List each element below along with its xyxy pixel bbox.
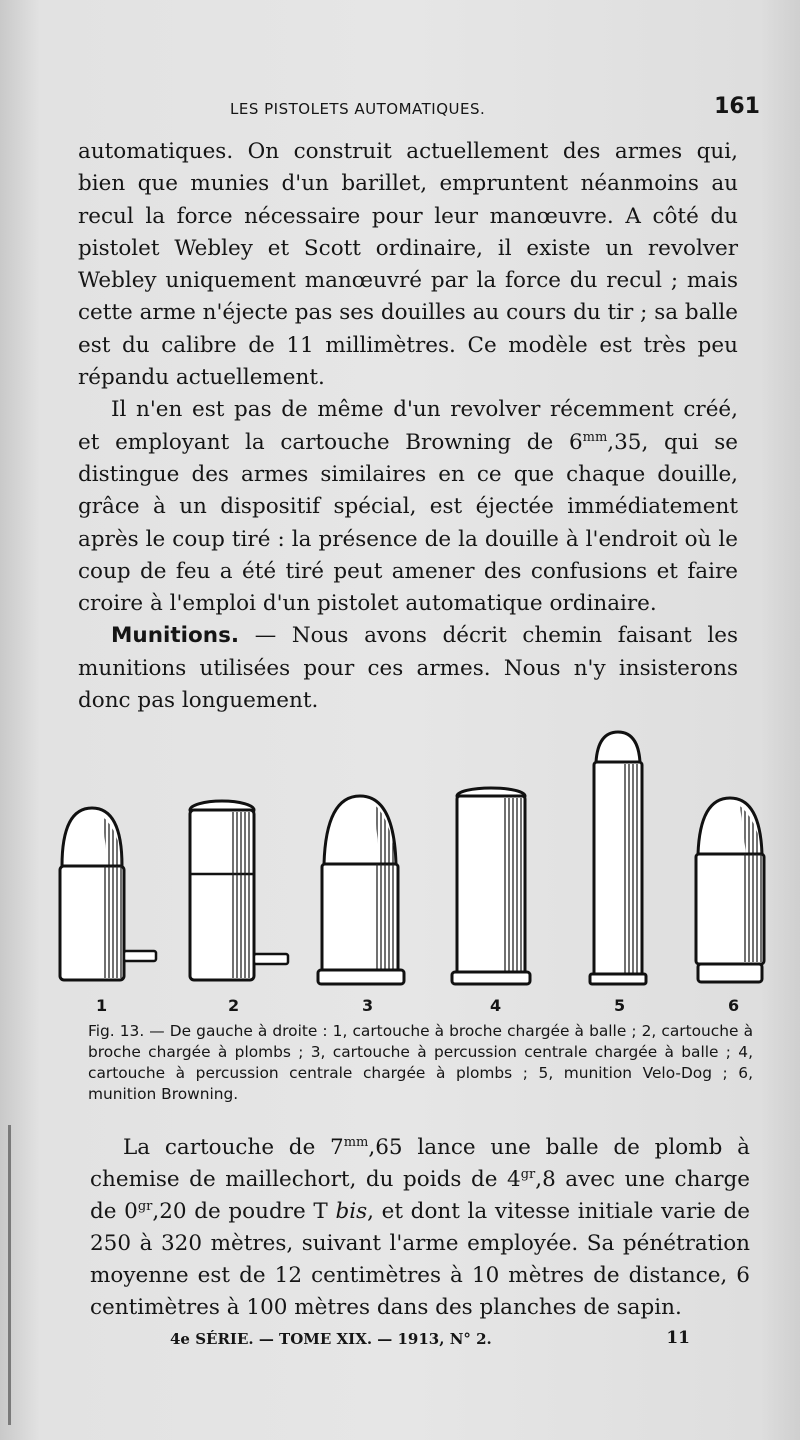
- signature-line: 4e SÉRIE. — TOME XIX. — 1913, N° 2.: [170, 1330, 492, 1348]
- p4-part-4: ,20 de poudre T: [152, 1199, 336, 1224]
- unit-gr-2: gr: [137, 1198, 153, 1214]
- section-lead-munitions: Munitions.: [111, 623, 240, 649]
- cartridge-2-pinfire-shot: [190, 801, 288, 980]
- figure-number-5: 5: [614, 996, 626, 1015]
- cartridge-5-velo-dog: [590, 732, 646, 984]
- p4-part-5: , et dont la vitesse initiale varie de 250 à 320 mètres, suivant l'arme employée. Sa pénétration moyenne est de 12 centimètres à 10 mètres de distance, 6 centimètres à 100 mètres dans des planches de sapin.: [90, 1199, 750, 1320]
- body-text-upper: [78, 136, 738, 717]
- cartridges-illustration: [40, 726, 780, 992]
- figure-number-3: 3: [362, 996, 374, 1015]
- paragraph-revolver-text-a: Il n'en est pas de même d'un revolver récemment créé, et employant la cartouche Browning de 6: [78, 397, 738, 455]
- cartridge-4-centerfire-shot: [452, 788, 530, 984]
- sheet-number: 11: [666, 1328, 690, 1348]
- unit-mm: mm: [582, 429, 608, 445]
- paragraph-revolver-text-b: ,35, qui se distingue des armes similaires en ce que chaque douille, grâce à un dispositif spécial, est éjectée immédiatement après le coup tiré : la présence de la douille à l'endroit où le coup de feu a été tiré peut amener des confusions et faire croire à l'emploi d'un pistolet automatique ordinaire.: [78, 429, 738, 617]
- figure-label: Fig. 13.: [88, 1022, 145, 1040]
- paragraph-continuation: automatiques. On construit actuellement des armes qui, bien que munies d'un barillet, empruntent néanmoins au recul la force nécessaire pour leur manœuvre. A côté du pistolet Webley et Scott ordinaire, il existe un revolver Webley uniquement manœuvré par la force du recul ; mais cette arme n'éjecte pas ses douilles au cours du tir ; sa balle est du calibre de 11 millimètres. Ce modèle est très peu répandu actuellement.: [78, 139, 738, 391]
- running-title: LES PISTOLETS AUTOMATIQUES.: [230, 100, 486, 118]
- figure-caption: [88, 1021, 753, 1105]
- unit-mm-2: mm: [343, 1134, 369, 1150]
- cartridge-1-pinfire-ball: [60, 808, 156, 980]
- figure-numbers: [0, 996, 800, 1018]
- figure-caption-text: — De gauche à droite : 1, cartouche à broche chargée à balle ; 2, cartouche à broche chargée à plombs ; 3, cartouche à percussion centrale chargée à balle ; 4, cartouche à percussion centrale chargée à plombs ; 5, munition Velo-Dog ; 6, munition Browning.: [88, 1022, 754, 1103]
- figure-number-6: 6: [728, 996, 740, 1015]
- binding-edge-mark: [8, 1125, 11, 1425]
- page-number: 161: [714, 94, 760, 119]
- paragraph-revolver: [78, 394, 738, 620]
- italic-bis: bis: [335, 1199, 368, 1224]
- paragraph-munitions: [78, 620, 738, 717]
- paragraph-cartridge-7-65: [90, 1132, 750, 1324]
- p4-part-1: La cartouche de 7: [123, 1135, 344, 1160]
- cartridge-3-centerfire-ball: [318, 796, 404, 984]
- unit-gr-1: gr: [520, 1166, 536, 1182]
- paragraph-munitions-text: — Nous avons décrit chemin faisant les munitions utilisées pour ces armes. Nous n'y insisterons donc pas longuement.: [78, 623, 738, 714]
- p4-part-3: ,8 avec une charge de 0: [90, 1167, 750, 1224]
- p4-part-2: ,65 lance une balle de plomb à chemise de maillechort, du poids de 4: [90, 1135, 750, 1192]
- figure-number-2: 2: [228, 996, 240, 1015]
- figure-number-1: 1: [96, 996, 108, 1015]
- figure-number-4: 4: [490, 996, 502, 1015]
- cartridge-6-browning: [696, 798, 764, 982]
- body-text-lower: [90, 1132, 750, 1324]
- page-header: [170, 94, 770, 128]
- page-footer: [170, 1330, 690, 1356]
